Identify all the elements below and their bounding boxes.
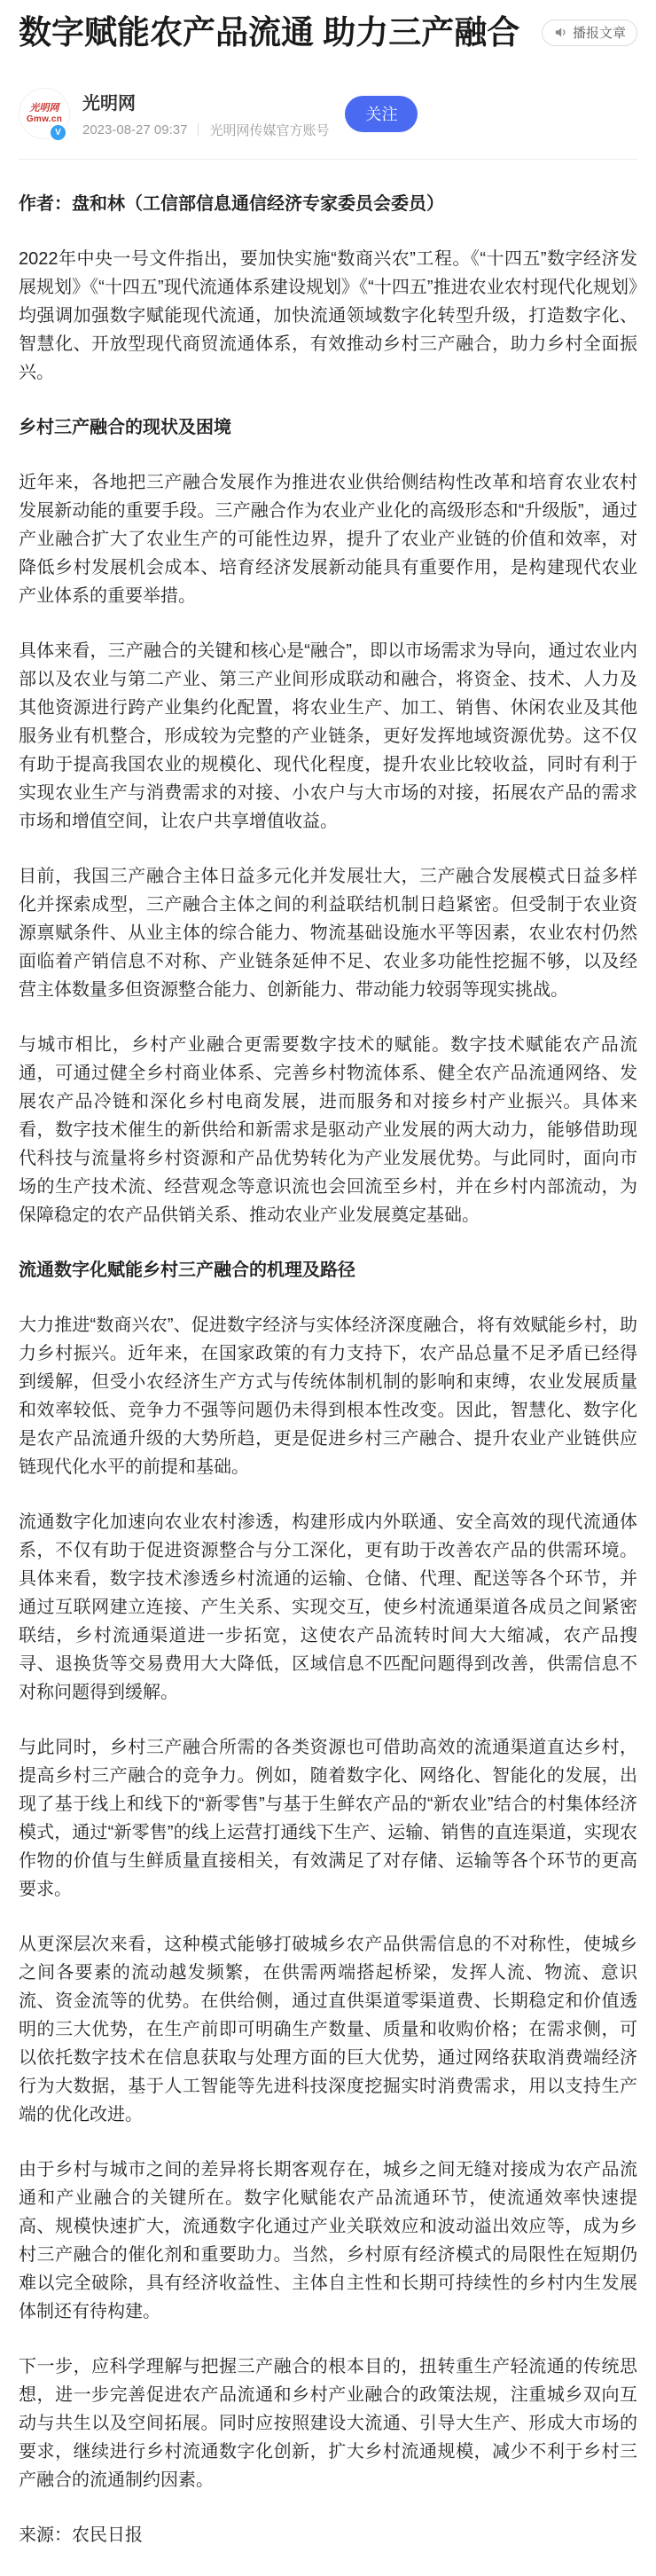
publisher-row <box>19 88 637 139</box>
account-description: 光明网传媒官方账号 <box>209 122 330 138</box>
meta-separator <box>198 123 199 136</box>
speaker-icon <box>553 25 568 40</box>
verified-badge-icon: V <box>49 123 67 142</box>
gmw-logo: 光明网 Gmw.cn <box>26 102 63 124</box>
section-heading: 流通数字化赋能乡村三产融合的机理及路径 <box>19 1261 355 1281</box>
section-heading: 乡村三产融合的现状及困境 <box>19 418 231 438</box>
paragraph: 大力推进“数商兴农”、促进数字经济与实体经济深度融合，将有效赋能乡村，助力乡村振兴。近年来，在国家政策的有力支持下，农产品总量不足矛盾已经得到缓解，但受小农经济生产方式与传统体制机制的影响和束缚，农业发展质量和效率较低、竞争力不强等问题仍未得到根本性改变。因此，智慧化、数字化是农产品流通升级的大势所趋，更是促进乡村三产融合、提升农业产业链供应链现代化水平的前提和基础。 <box>19 1315 637 1478</box>
author-line: 作者：盘和林（工信部信息通信经济专家委员会委员） <box>19 194 444 215</box>
article-header <box>19 0 637 160</box>
publisher-meta <box>82 89 329 139</box>
article-blocks <box>19 245 637 2494</box>
paragraph: 近年来，各地把三产融合发展作为推进农业供给侧结构性改革和培育农业农村发展新动能的重要手段。三产融合作为农业产业化的高级形态和“升级版”，通过产业融合扩大了农业生产的可能性边界，提升了农业产业链的价值和效率，对降低乡村发展机会成本、培育经济发展新动能具有重要作用，是构建现代农业产业体系的重要举措。 <box>19 473 637 607</box>
publisher-name[interactable]: 光明网 <box>82 93 136 114</box>
paragraph: 流通数字化加速向农业农村渗透，构建形成内外联通、安全高效的现代流通体系，不仅有助于促进资源整合与分工深化，更有助于改善农产品的供需环境。具体来看，数字技术渗透乡村流通的运输、仓储、代理、配送等各个环节，并通过互联网建立连接、产生关系、实现交互，使乡村流通渠道各成员之间紧密联结，乡村流通渠道进一步拓宽，这使农产品流转时间大大缩减，农产品搜寻、退换货等交易费用大大降低，区域信息不匹配问题得到改善，供需信息不对称问题得到缓解。 <box>19 1512 637 1703</box>
paragraph: 与此同时，乡村三产融合所需的各类资源也可借助高效的流通渠道直达乡村，提高乡村三产融合的竞争力。例如，随着数字化、网络化、智能化的发展，出现了基于线上和线下的“新零售”与基于生鲜农产品的“新农业”结合的村集体经济模式，通过“新零售”的线上运营打通线下生产、运输、销售的直连渠道，实现农作物的价值与生鲜质量直接相关，有效满足了对存储、运输等各个环节的更高要求。 <box>19 1738 637 1900</box>
paragraph: 与城市相比，乡村产业融合更需要数字技术的赋能。数字技术赋能农产品流通，可通过健全乡村商业体系、完善乡村物流体系、健全农产品流通网络、发展农产品冷链和深化乡村电商发展，进而服务和对接乡村产业振兴。具体来看，数字技术催生的新供给和新需求是驱动产业发展的两大动力，能够借助现代科技与流量将乡村资源和产品优势转化为产业发展优势。与此同时，面向市场的生产技术流、经营观念等意识流也会回流至乡村，并在乡村内部流动，为保障稳定的农产品供销关系、推动农业产业发展奠定基础。 <box>19 1035 637 1226</box>
broadcast-label: 播报文章 <box>572 26 626 42</box>
follow-button[interactable]: 关注 <box>345 96 418 132</box>
paragraph: 具体来看，三产融合的关键和核心是“融合”，即以市场需求为导向，通过农业内部以及农业与第二产业、第三产业间形成联动和融合，将资金、技术、人力及其他资源进行跨产业集约化配置，将农业生产、加工、销售、休闲农业及其他服务业有机整合，形成较为完整的产业链条，更好发挥地域资源优势。这不仅有助于提高我国农业的规模化、现代化程度，提升农业比较收益，同时有利于实现农业生产与消费需求的对接、小农户与大市场的对接，拓展农产品的需求市场和增值空间，让农户共享增值收益。 <box>19 641 637 832</box>
publisher-subline <box>82 121 329 139</box>
page-title: 数字赋能农产品流通 助力三产融合 <box>19 14 520 51</box>
paragraph: 从更深层次来看，这种模式能够打破城乡农产品供需信息的不对称性，使城乡之间各要素的流动越发频繁，在供需两端搭起桥梁，发挥人流、物流、意识流、资金流等的优势。在供给侧，通过直供渠道零渠道费、长期稳定和价值透明的三大优势，在生产前即可明确生产数量、质量和收购价格；在需求侧，可以依托数字技术在信息获取与处理方面的巨大优势，通过网络获取消费端经济行为大数据，基于人工智能等先进科技深度挖掘实时消费需求，用以支持生产端的优化改进。 <box>19 1935 637 2125</box>
title-row <box>19 0 637 52</box>
paragraph: 目前，我国三产融合主体日益多元化并发展壮大，三产融合发展模式日益多样化并探索成型，三产融合主体之间的利益联结机制日趋紧密。但受制于农业资源禀赋条件、从业主体的综合能力、物流基础设施水平等因素，农业农村仍然面临着产销信息不对称、产业链条延伸不足、农业多功能性挖掘不够，以及经营主体数量多但资源整合能力、创新能力、带动能力较弱等现实挑战。 <box>19 867 637 1001</box>
source-line: 来源：农民日报 <box>19 2525 143 2546</box>
paragraph: 下一步，应科学理解与把握三产融合的根本目的，扭转重生产轻流通的传统思想，进一步完善促进农产品流通和乡村产业融合的政策法规，注重城乡双向互动与共生以及空间拓展。同时应按照建设大流通、引导大生产、形成大市场的要求，继续进行乡村流通数字化创新，扩大乡村流通规模，减少不利于乡村三产融合的流通制约因素。 <box>19 2357 637 2491</box>
broadcast-article-button[interactable] <box>542 20 637 46</box>
article-body <box>19 160 637 2549</box>
publish-date: 2023-08-27 09:37 <box>82 122 188 137</box>
paragraph: 由于乡村与城市之间的差异将长期客观存在，城乡之间无缝对接成为农产品流通和产业融合的关键所在。数字化赋能农产品流通环节，使流通效率快速提高、规模快速扩大，流通数字化通过产业关联效应和波动溢出效应等，成为乡村三产融合的催化剂和重要助力。当然，乡村原有经济模式的局限性在短期仍难以完全破除，具有经济收益性、主体自主性和长期可持续性的乡村内生发展体制还有待构建。 <box>19 2160 637 2322</box>
publisher-avatar[interactable] <box>19 88 70 139</box>
paragraph: 2022年中央一号文件指出，要加快实施“数商兴农”工程。《“十四五”数字经济发展规划》《“十四五”现代流通体系建设规划》《“十四五”推进农业农村现代化规划》均强调加强数字赋能现代流通，加快流通领域数字化转型升级，打造数字化、智慧化、开放型现代商贸流通体系，有效推动乡村三产融合，助力乡村全面振兴。 <box>19 249 637 383</box>
